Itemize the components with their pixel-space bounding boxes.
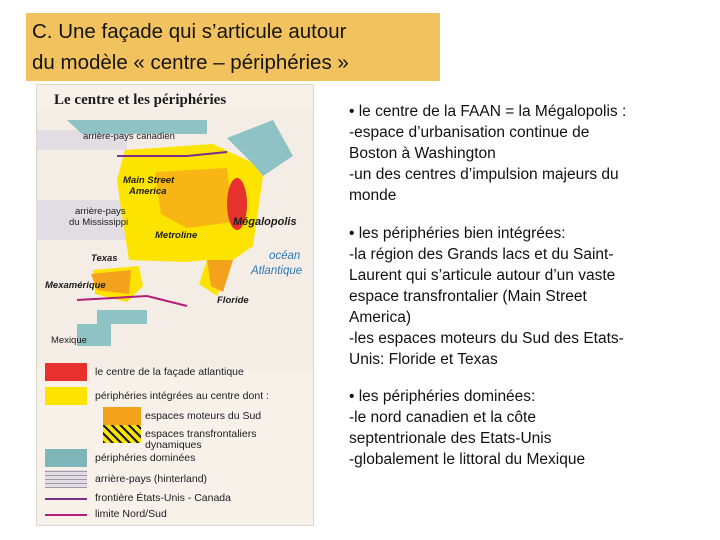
text-line: septentrionale des Etats-Unis [349,430,552,447]
label-ocean-2: Atlantique [251,265,303,277]
legend-label: espaces moteurs du Sud [145,410,262,422]
legend-row-nord-sud [45,505,307,525]
legend-label: frontière États-Unis - Canada [95,492,231,504]
text-line: Laurent qui s’articule autour d’un vaste [349,267,616,284]
label-main-street-2: America [129,186,167,197]
text-block-dominated [349,386,689,470]
legend-row-south-engines [45,407,307,427]
text-line: • le centre de la FAAN = la Mégalopolis : [349,103,627,120]
text-line: -le nord canadien et la côte [349,409,536,426]
legend-swatch-border [45,489,87,500]
legend-row-transborder [45,425,307,451]
legend-label: dynamiques [145,439,202,451]
text-line: -espace d’urbanisation continue de [349,124,590,141]
label-mexamerique: Mexamérique [45,280,106,291]
legend-swatch-transborder [103,425,141,443]
text-line: -les espaces moteurs du Sud des Etats- [349,330,624,347]
legend-row-hinterland [45,470,307,490]
label-metroline: Metroline [155,230,198,241]
legend-row-dominated [45,449,307,469]
slide-title-line-2: du modèle « centre – périphéries » [32,51,349,74]
legend-label: arrière-pays (hinterland) [95,473,208,485]
legend-label: le centre de la façade atlantique [95,366,244,378]
label-megalopolis: Mégalopolis [233,216,297,228]
legend-label: limite Nord/Sud [95,508,167,520]
text-line: monde [349,187,397,204]
text-block-centre [349,101,689,206]
label-mexique: Mexique [51,335,87,346]
map-figure [36,84,314,526]
legend-swatch-dominated [45,449,87,467]
text-line: • les périphéries dominées: [349,388,536,405]
legend-row-integrated [45,387,307,407]
legend-swatch-integrated [45,387,87,405]
label-arriere-pays-1: arrière-pays [75,206,126,217]
legend-swatch-south-engines [103,407,141,425]
legend-label: périphéries intégrées au centre dont : [95,390,269,402]
legend-swatch-hinterland [45,470,87,488]
legend-label: périphéries dominées [95,452,196,464]
text-line: America) [349,309,412,326]
text-block-integrated [349,223,689,370]
text-line: -un des centres d’impulsion majeurs du [349,166,619,183]
label-arriere-pays-2: du Mississippi [69,217,129,228]
legend-label: espaces transfrontaliers [145,428,257,440]
text-line: • les périphéries bien intégrées: [349,225,566,242]
legend-swatch-centre [45,363,87,381]
map-title: Le centre et les périphéries [54,92,227,108]
text-line: -globalement le littoral du Mexique [349,451,586,468]
text-line: -la région des Grands lacs et du Saint- [349,246,614,263]
label-arriere-pays-canadien: arrière-pays canadien [83,131,175,142]
label-floride: Floride [217,295,249,306]
label-main-street-1: Main Street [123,175,175,186]
legend-row-centre [45,363,307,383]
legend-swatch-nord-sud [45,505,87,516]
label-ocean-1: océan [269,250,301,262]
slide-title-line-1: C. Une façade qui s’articule autour [32,20,347,43]
label-texas: Texas [91,253,118,264]
text-line: Boston à Washington [349,145,496,162]
slide-title-box [26,13,440,81]
text-line: espace transfrontalier (Main Street [349,288,587,305]
text-line: Unis: Floride et Texas [349,351,498,368]
